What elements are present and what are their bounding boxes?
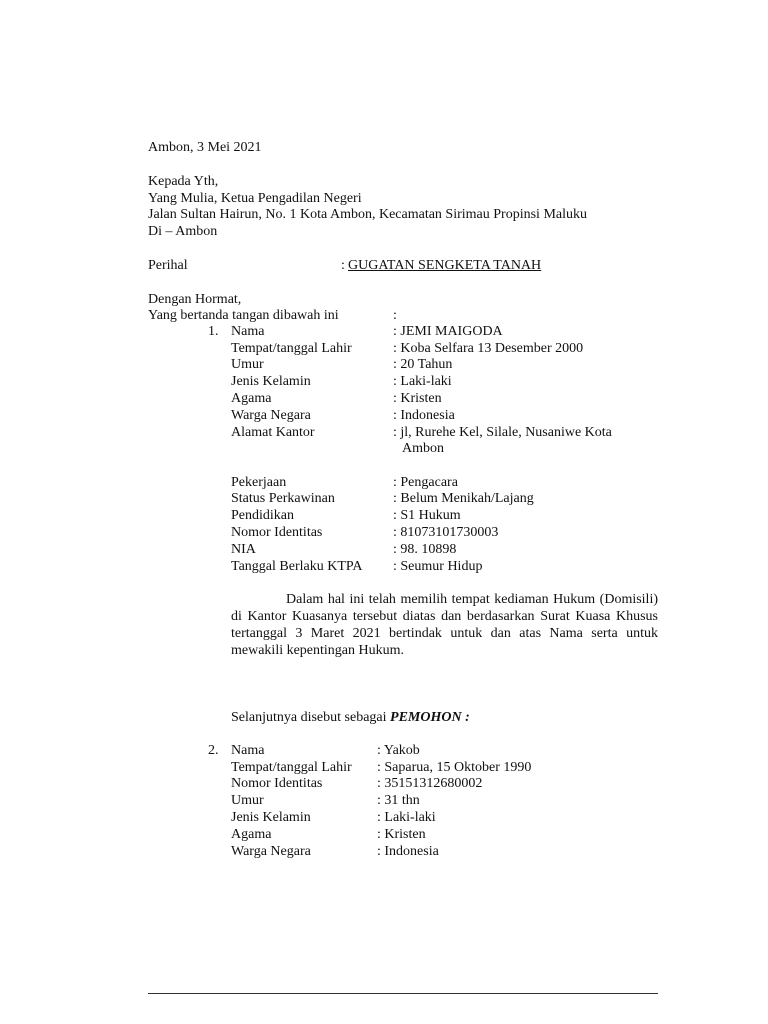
field-value-ttl: : Koba Selfara 13 Desember 2000 [393,341,584,356]
field-label-warga-negara: Warga Negara [231,408,311,423]
field-label-status-perkawinan: Status Perkawinan [231,491,335,506]
field-value-pendidikan: : S1 Hukum [393,508,461,523]
field-label-pendidikan: Pendidikan [231,508,294,523]
field-value-alamat-kantor-cont: Ambon [402,441,444,456]
p2-label-nomor-identitas: Nomor Identitas [231,776,323,791]
p2-label-agama: Agama [231,827,272,842]
p2-label-ttl: Tempat/tanggal Lahir [231,760,352,775]
pemohon-prefix: Selanjutnya disebut sebagai [231,710,391,725]
recipient-line-3: Jalan Sultan Hairun, No. 1 Kota Ambon, Kecamatan Sirimau Propinsi Maluku [148,207,587,222]
recipient-line-2: Yang Mulia, Ketua Pengadilan Negeri [148,191,362,206]
field-value-nomor-identitas: : 81073101730003 [393,525,499,540]
pemohon-label: PEMOHON : [390,710,470,725]
field-value-status-perkawinan: : Belum Menikah/Lajang [393,491,534,506]
p2-value-nomor-identitas: : 35151312680002 [377,776,483,791]
field-value-tanggal-berlaku: : Seumur Hidup [393,559,483,574]
field-label-tanggal-berlaku: Tanggal Berlaku KTPA [231,559,363,574]
p2-label-warga-negara: Warga Negara [231,844,311,859]
p2-value-warga-negara: : Indonesia [377,844,439,859]
recipient-line-4: Di – Ambon [148,224,218,239]
footer-divider [148,993,658,994]
date-line: Ambon, 3 Mei 2021 [148,140,262,155]
p2-value-ttl: : Saparua, 15 Oktober 1990 [377,760,532,775]
p2-label-nama: Nama [231,743,265,758]
field-label-ttl: Tempat/tanggal Lahir [231,341,352,356]
party-1-number: 1. [208,324,219,339]
field-label-agama: Agama [231,391,272,406]
greeting: Dengan Hormat, [148,292,242,307]
perihal-label: Perihal [148,258,188,273]
field-value-agama: : Kristen [393,391,442,406]
field-value-jenis-kelamin: : Laki-laki [393,374,452,389]
field-label-nomor-identitas: Nomor Identitas [231,525,323,540]
field-label-umur: Umur [231,357,264,372]
party-2-number: 2. [208,743,219,758]
p2-label-jenis-kelamin: Jenis Kelamin [231,810,311,825]
field-value-alamat-kantor: : jl, Rurehe Kel, Silale, Nusaniwe Kota [393,425,612,440]
field-label-nia: NIA [231,542,256,557]
field-label-alamat-kantor: Alamat Kantor [231,425,315,440]
field-label-pekerjaan: Pekerjaan [231,475,287,490]
field-value-umur: : 20 Tahun [393,357,453,372]
p2-value-umur: : 31 thn [377,793,420,808]
field-value-pekerjaan: : Pengacara [393,475,458,490]
domicile-paragraph: Dalam hal ini telah memilih tempat kediaman Hukum (Domisili) di Kantor Kuasanya tersebut diatas dan berdasarkan Surat Kuasa Khusus tertanggal 3 Maret 2021 bertindak untuk dan atas Nama serta untuk mewakili kepentingan Hukum. [231,592,658,658]
p2-value-nama: : Yakob [377,743,420,758]
field-value-nia: : 98. 10898 [393,542,457,557]
field-label-jenis-kelamin: Jenis Kelamin [231,374,311,389]
p2-value-jenis-kelamin: : Laki-laki [377,810,436,825]
field-value-warga-negara: : Indonesia [393,408,455,423]
intro-text: Yang bertanda tangan dibawah ini [148,308,339,323]
intro-colon: : [393,308,397,323]
perihal-value: GUGATAN SENGKETA TANAH [348,258,542,273]
pemohon-line [231,709,470,726]
perihal-colon: : [341,258,345,273]
field-value-nama: : JEMI MAIGODA [393,324,503,339]
field-label-nama: Nama [231,324,265,339]
p2-label-umur: Umur [231,793,264,808]
p2-value-agama: : Kristen [377,827,426,842]
recipient-line-1: Kepada Yth, [148,174,219,189]
